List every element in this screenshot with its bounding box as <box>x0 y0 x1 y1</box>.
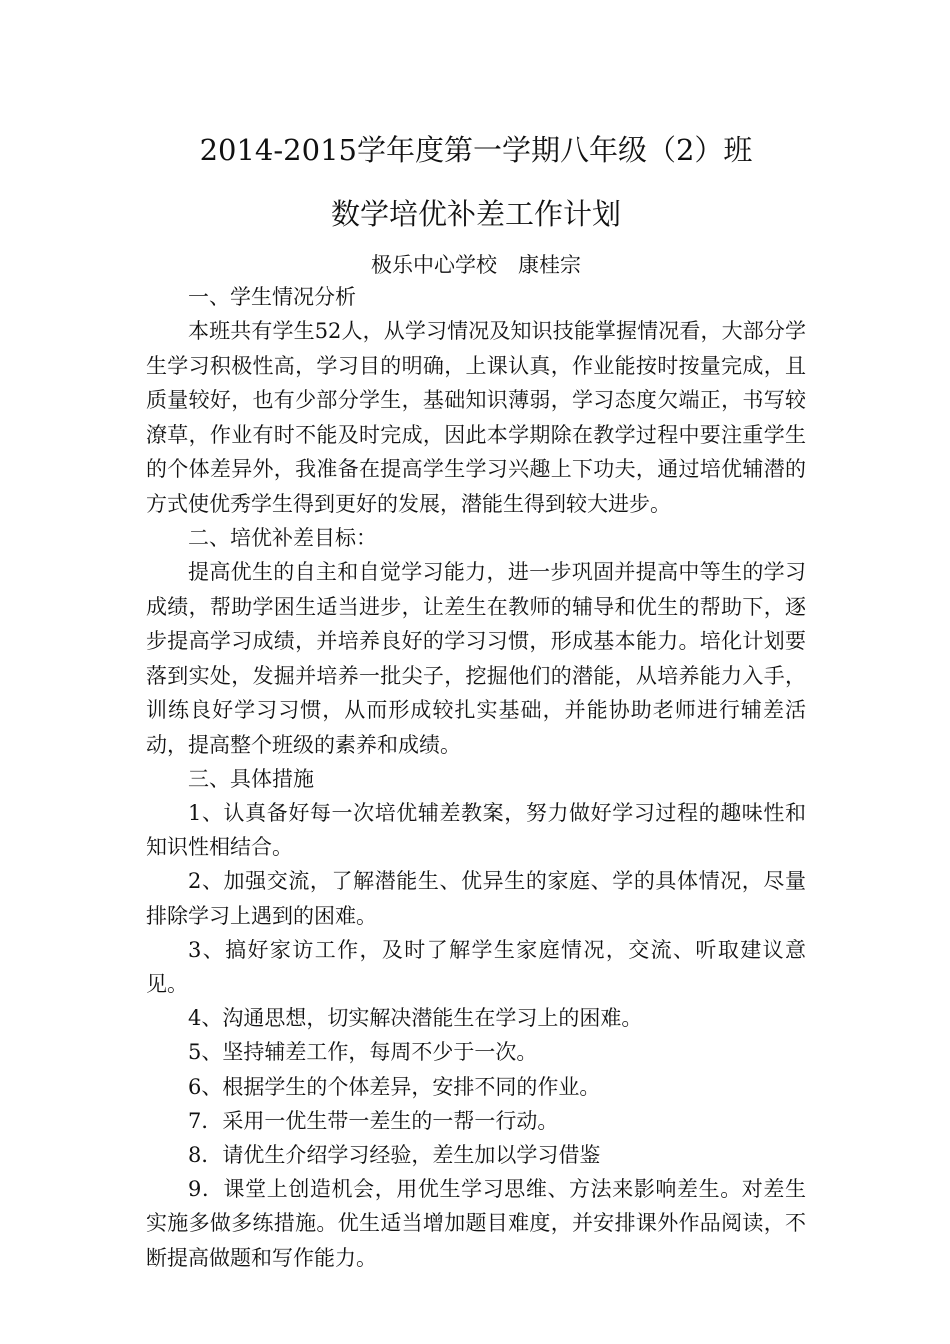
list-item: 2、加强交流，了解潜能生、优异生的家庭、学的具体情况，尽量排除学习上遇到的困难。 <box>146 869 806 928</box>
list-item: 6、根据学生的个体差异，安排不同的作业。 <box>188 1074 601 1099</box>
section-body-goals: 提高优生的自主和自觉学习能力，进一步巩固并提高中等生的学习成绩，帮助学困生适当进步，让差生在教师的辅导和优生的帮助下，逐步提高学习成绩，并培养良好的学习习惯，形成基本能力。培化计划要落到实处，发掘并培养一批尖子，挖掘他们的潜能，从培养能力入手，训练良好学习习惯，从而形成较扎实基础，并能协助老师进行辅差活动，提高整个班级的素养和成绩。 <box>146 560 806 757</box>
section-body-student-analysis: 本班共有学生52人，从学习情况及知识技能掌握情况看，大部分学生学习积极性高，学习目的明确，上课认真，作业能按时按量完成，且质量较好，也有少部分学生，基础知识薄弱，学习态度欠端正，书写较潦草，作业有时不能及时完成，因此本学期除在教学过程中要注重学生的个体差异外，我准备在提高学生学习兴趣上下功夫，通过培优辅潜的方式使优秀学生得到更好的发展，潜能生得到较大进步。 <box>146 319 806 516</box>
document-title-line2: 数学培优补差工作计划 <box>330 197 621 231</box>
list-item: 8．请优生介绍学习经验，差生加以学习借鉴 <box>188 1143 601 1168</box>
list-item: 5、坚持辅差工作，每周不少于一次。 <box>188 1040 538 1065</box>
list-item: 4、沟通思想，切实解决潜能生在学习上的困难。 <box>188 1006 643 1031</box>
list-item: 1、认真备好每一次培优辅差教案，努力做好学习过程的趣味性和知识性相结合。 <box>146 801 806 860</box>
author-line: 极乐中心学校 康桂宗 <box>371 253 581 277</box>
document-body <box>146 130 806 1275</box>
section-heading-student-analysis: 一、学生情况分析 <box>188 285 356 309</box>
list-item: 7．采用一优生带一差生的一帮一行动。 <box>188 1108 559 1133</box>
list-item: 9．课堂上创造机会，用优生学习思维、方法来影响差生。对差生实施多做多练措施。优生适当增加题目难度，并安排课外作品阅读，不断提高做题和写作能力。 <box>146 1177 806 1270</box>
list-item: 3、搞好家访工作，及时了解学生家庭情况，交流、听取建议意见。 <box>146 937 806 997</box>
document-title-line1: 2014-2015学年度第一学期八年级（2）班 <box>199 133 753 167</box>
section-heading-measures: 三、具体措施 <box>188 767 314 791</box>
section-heading-goals: 二、培优补差目标： <box>188 526 377 550</box>
measures-list <box>146 796 806 1275</box>
